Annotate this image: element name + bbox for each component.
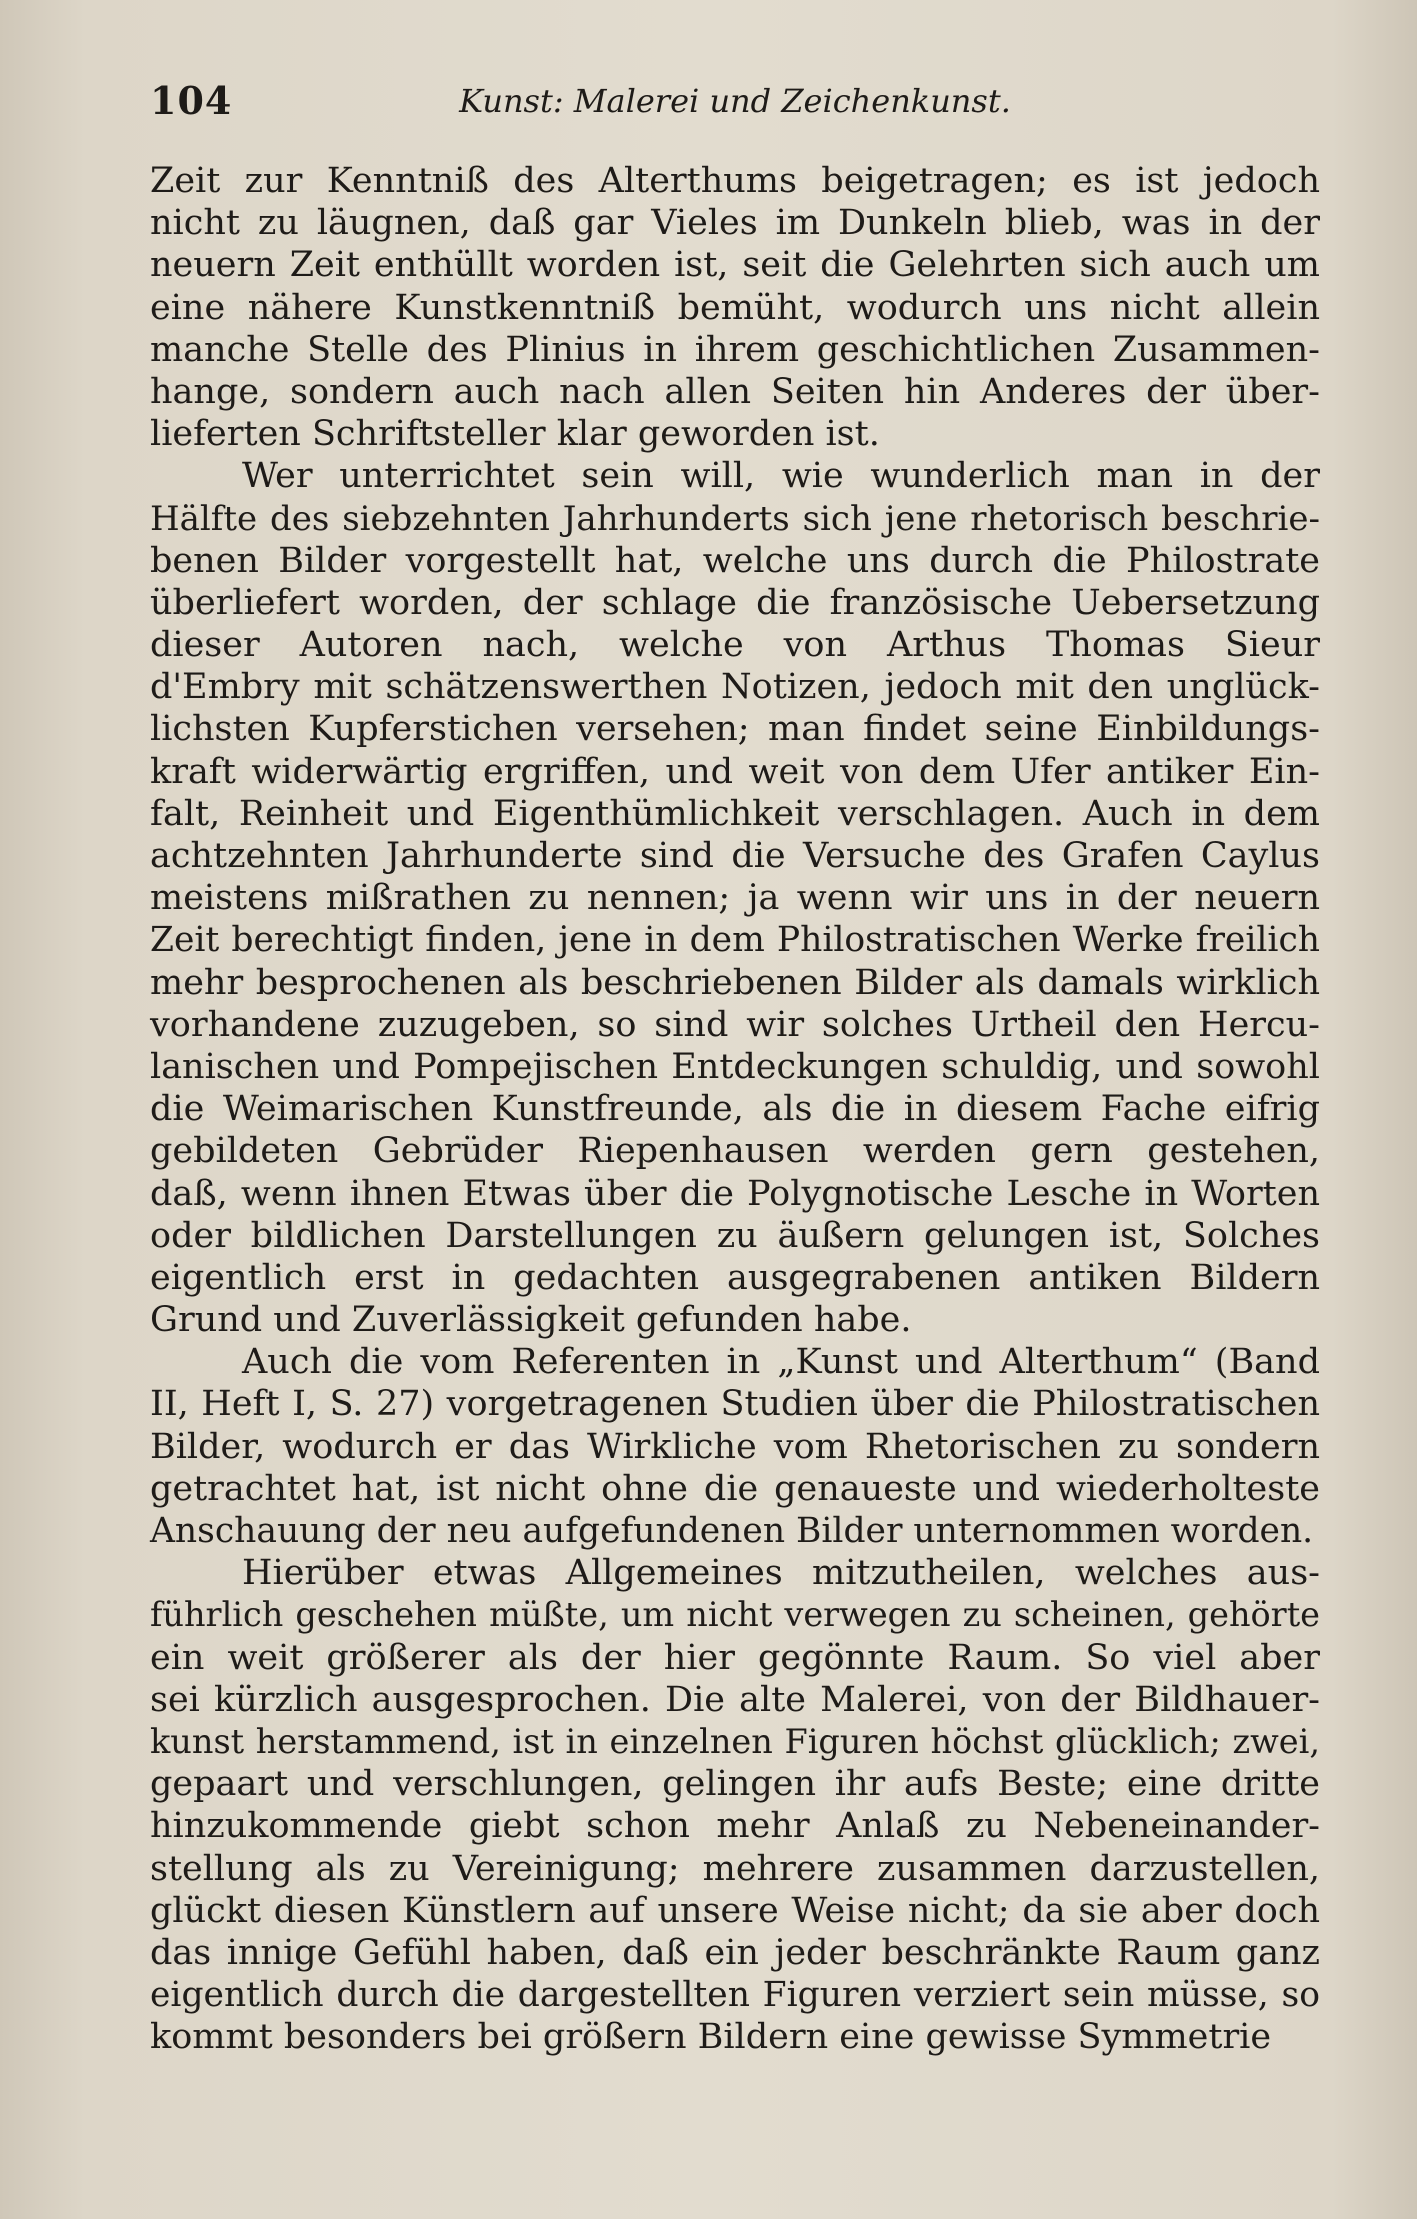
text-line: hange, sondern auch nach allen Seiten hin Anderes der über- (150, 371, 1320, 412)
text-line: meistens mißrathen zu nennen; ja wenn wir uns in der neuern (150, 878, 1320, 919)
text-line: Bilder, wodurch er das Wirkliche vom Rhetorischen zu sondern (150, 1426, 1320, 1467)
text-line: Auch die vom Referenten in „Kunst und Alterthum“ (Band (242, 1342, 1320, 1383)
text-line: Zeit zur Kenntniß des Alterthums beigetragen; es ist jedoch (150, 161, 1320, 201)
text-line: manche Stelle des Plinius in ihrem geschichtlichen Zusammen- (150, 329, 1320, 370)
text-line: daß, wenn ihnen Etwas über die Polygnotische Lesche in Worten (150, 1173, 1320, 1214)
text-line: neuern Zeit enthüllt worden ist, seit die Gelehrten sich auch um (150, 245, 1320, 286)
text-line: das innige Gefühl haben, daß ein jeder beschränkte Raum ganz (150, 1932, 1320, 1973)
text-line: Anschauung der neu aufgefundenen Bilder unternommen worden. (150, 1511, 1314, 1551)
text-line: II, Heft I, S. 27) vorgetragenen Studien über die Philostratischen (150, 1384, 1320, 1425)
paragraph (150, 1552, 1320, 2058)
paragraph (150, 1341, 1320, 1552)
text-line: falt, Reinheit und Eigenthümlichkeit verschlagen. Auch in dem (150, 793, 1320, 834)
text-line: hinzukommende giebt schon mehr Anlaß zu Nebeneinander- (150, 1806, 1320, 1847)
text-line: kommt besonders bei größern Bildern eine gewisse Symmetrie (150, 2017, 1272, 2058)
text-line: vorhandene zuzugeben, so sind wir solches Urtheil den Hercu- (150, 1004, 1320, 1045)
text-line: ein weit größerer als der hier gegönnte Raum. So viel aber (150, 1637, 1320, 1678)
text-line: die Weimarischen Kunstfreunde, als die in diesem Fache eifrig (150, 1089, 1320, 1130)
text-line: gepaart und verschlungen, gelingen ihr aufs Beste; eine dritte (150, 1764, 1320, 1805)
text-line: d'Embry mit schätzenswerthen Notizen, jedoch mit den unglück- (150, 667, 1320, 708)
body-text (150, 160, 1320, 2058)
text-line: eigentlich durch die dargestellten Figuren verziert sein müsse, so (150, 1975, 1320, 2016)
text-line: dieser Autoren nach, welche von Arthus Thomas Sieur (150, 625, 1320, 666)
paragraph (150, 160, 1320, 455)
text-line: glückt diesen Künstlern auf unsere Weise nicht; da sie aber doch (150, 1890, 1320, 1931)
paragraph (150, 455, 1320, 1341)
text-line: sei kürzlich ausgesprochen. Die alte Malerei, von der Bildhauer- (150, 1679, 1320, 1720)
text-line: kraft widerwärtig ergriffen, und weit von dem Ufer antiker Ein- (150, 751, 1320, 792)
text-line: überliefert worden, der schlage die französische Uebersetzung (150, 582, 1320, 623)
text-line: kunst herstammend, ist in einzelnen Figuren höchst glücklich; zwei, (150, 1721, 1320, 1761)
text-line: gebildeten Gebrüder Riepenhausen werden gern gestehen, (150, 1131, 1320, 1172)
text-line: Zeit berechtigt finden, jene in dem Philostratischen Werke freilich (150, 920, 1320, 961)
text-line: getrachtet hat, ist nicht ohne die genaueste und wiederholteste (150, 1468, 1320, 1509)
text-line: mehr besprochenen als beschriebenen Bilder als damals wirklich (150, 962, 1320, 1003)
text-line: Wer unterrichtet sein will, wie wunderlich man in der (242, 456, 1320, 497)
text-line: Hälfte des siebzehnten Jahrhunderts sich jene rhetorisch beschrie- (150, 498, 1320, 539)
text-line: benen Bilder vorgestellt hat, welche uns durch die Philostrate (150, 540, 1320, 581)
page-header (150, 78, 1320, 130)
page-number: 104 (150, 78, 233, 123)
text-line: lieferten Schriftsteller klar geworden ist. (150, 414, 880, 455)
text-line: lichsten Kupferstichen versehen; man findet seine Einbildungs- (150, 709, 1320, 750)
text-line: oder bildlichen Darstellungen zu äußern gelungen ist, Solches (150, 1215, 1320, 1256)
text-line: eigentlich erst in gedachten ausgegrabenen antiken Bildern (150, 1257, 1320, 1298)
text-line: Grund und Zuverlässigkeit gefunden habe. (150, 1300, 912, 1341)
text-line: lanischen und Pompejischen Entdeckungen schuldig, und sowohl (150, 1046, 1320, 1087)
text-line: führlich geschehen müßte, um nicht verwegen zu scheinen, gehörte (150, 1595, 1320, 1635)
text-line: Hierüber etwas Allgemeines mitzutheilen, welches aus- (242, 1553, 1320, 1594)
text-line: achtzehnten Jahrhunderte sind die Versuche des Grafen Caylus (150, 836, 1320, 876)
text-line: stellung als zu Vereinigung; mehrere zusammen darzustellen, (150, 1848, 1320, 1889)
text-line: eine nähere Kunstkenntniß bemüht, wodurch uns nicht allein (150, 287, 1320, 328)
text-line: nicht zu läugnen, daß gar Vieles im Dunkeln blieb, was in der (150, 203, 1320, 244)
running-head: Kunst: Malerei und Zeichenkunst. (459, 82, 1011, 120)
